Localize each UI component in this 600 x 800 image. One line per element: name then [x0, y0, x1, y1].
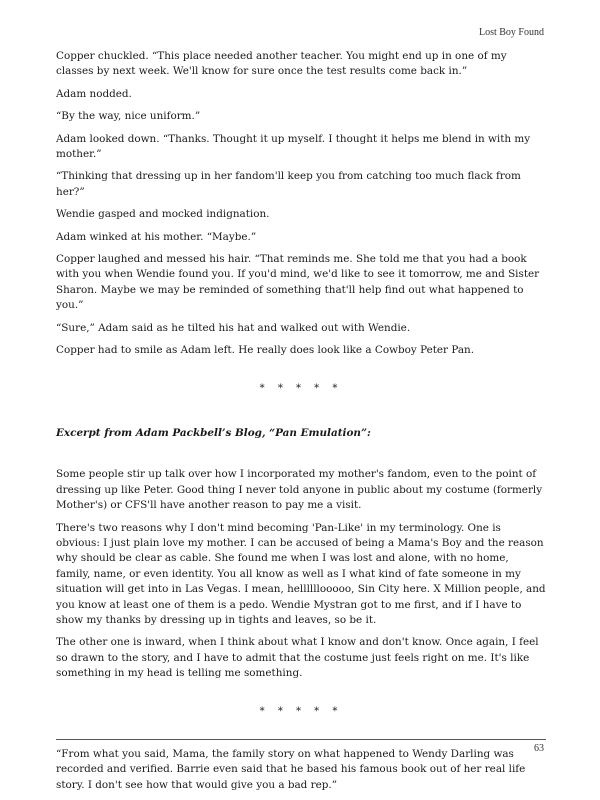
- scene-separator: * * * * *: [259, 705, 343, 717]
- excerpt-title: Excerpt from Adam Packbell’s Blog, “Pan Emulation”:: [56, 426, 371, 439]
- paragraph: Some people stir up talk over how I incorporated my mother's fandom, even to the point of dressing up like Peter. Good thing I never told anyone in public about my costume (formerly Mother's) or CFS'll have another reason to pay me a visit.: [56, 468, 543, 512]
- page-body: [56, 49, 546, 800]
- paragraph: Adam looked down. “Thanks. Thought it up myself. I thought it helps me blend in with my mother.”: [56, 132, 531, 161]
- paragraph: “Thinking that dressing up in her fandom'll keep you from catching too much flack from her?”: [56, 170, 521, 198]
- paragraph: “Sure,” Adam said as he tilted his hat and walked out with Wendie.: [56, 321, 411, 334]
- scene-separator: * * * * *: [259, 382, 343, 394]
- footer-rule: [56, 739, 546, 740]
- running-title: Lost Boy Found: [478, 27, 544, 38]
- page-number: 63: [534, 743, 544, 754]
- paragraph: There's two reasons why I don't mind becoming 'Pan-Like' in my terminology. One is obvious: I just plain love my mother. I can be accused of being a Mama's Boy and the reason why should be clear as cable. She found me when I was lost and alone, with no home, family, name, or even identity. You all know as well as I what kind of fate someone in my situation will get into in Las Vegas. I mean, hellllllooooo, Sin City here. X Million people, and you know at least one of them is a pedo. Wendie Mystran got to me first, and if I have to show my thanks by dressing up in tights and leaves, so be it.: [56, 521, 546, 626]
- paragraph: “By the way, nice uniform.”: [56, 110, 201, 123]
- paragraph: “From what you said, Mama, the family story on what happened to Wendy Darling was recorded and verified. Barrie even said that he based his famous book out of her real life story. I don't see how that would give you a bad rep.”: [56, 748, 526, 791]
- paragraph: Copper chuckled. “This place needed another teacher. You might end up in one of my classes by next week. We'll know for sure once the test results come back in.”: [56, 50, 507, 78]
- paragraph: Wendie gasped and mocked indignation.: [56, 208, 270, 221]
- paragraph: Adam nodded.: [56, 87, 132, 100]
- paragraph: The other one is inward, when I think about what I know and don't know. Once again, I feel so drawn to the story, and I have to admit that the costume just feels right on me. It's like something in my head is telling me something.: [56, 636, 539, 680]
- paragraph: Copper had to smile as Adam left. He really does look like a Cowboy Peter Pan.: [56, 344, 475, 357]
- paragraph: Adam winked at his mother. “Maybe.”: [56, 230, 257, 243]
- paragraph: Copper laughed and messed his hair. “That reminds me. She told me that you had a book with you when Wendie found you. If you'd mind, we'd like to see it tomorrow, me and Sister Sharon. Maybe we may be reminded of something that'll help find out what happened to you.”: [56, 253, 540, 312]
